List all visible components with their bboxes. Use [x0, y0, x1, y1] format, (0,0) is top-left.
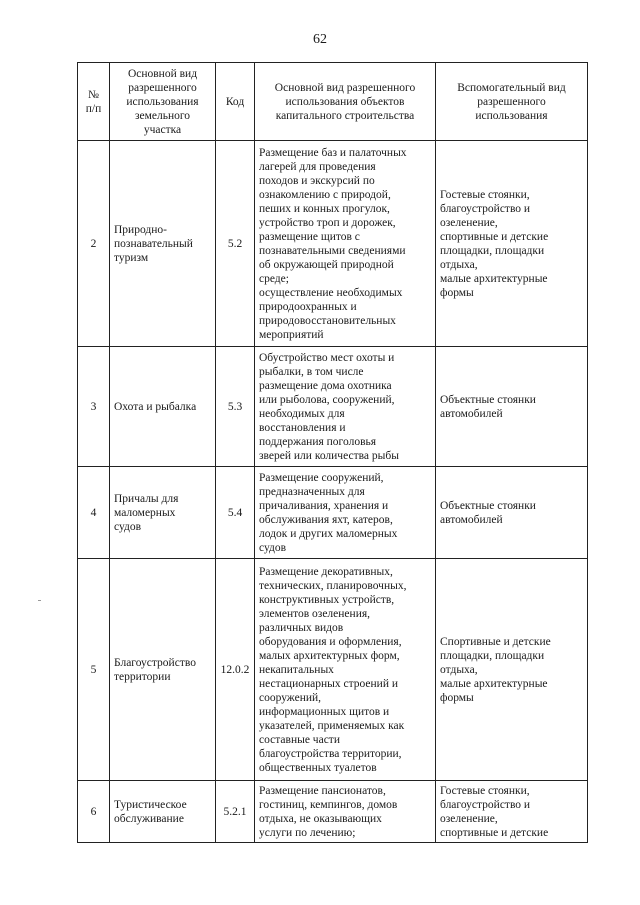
- row-aux-use: Объектные стоянки автомобилей: [436, 467, 588, 559]
- land-use-table: [77, 62, 588, 843]
- row-number: 2: [78, 141, 110, 347]
- row-code: 5.2.1: [216, 781, 255, 843]
- table-row: [78, 467, 588, 559]
- row-land-use: Природно- познавательный туризм: [110, 141, 216, 347]
- row-aux-use: Спортивные и детские площадки, площадки отдыха, малые архитектурные формы: [436, 559, 588, 781]
- row-land-use: Причалы для маломерных судов: [110, 467, 216, 559]
- row-number: 4: [78, 467, 110, 559]
- row-land-use: Туристическое обслуживание: [110, 781, 216, 843]
- row-aux-use: Объектные стоянки автомобилей: [436, 347, 588, 467]
- row-code: 5.2: [216, 141, 255, 347]
- row-number: 6: [78, 781, 110, 843]
- header-code: Код: [216, 63, 255, 141]
- scan-mark: [38, 600, 41, 601]
- table-row: [78, 559, 588, 781]
- row-main-use: Размещение сооружений, предназначенных для причаливания, хранения и обслуживания яхт, катеров, лодок и других маломерных судов: [255, 467, 436, 559]
- row-main-use: Размещение декоративных, технических, планировочных, конструктивных устройств, элементов озеленения, различных видов оборудования и оформления, малых архитектурных форм, некапитальных нестационарных строений и сооружений, информационных щитов и указателей, применяемых как составные части благоустройства территории, общественных туалетов: [255, 559, 436, 781]
- row-code: 5.3: [216, 347, 255, 467]
- page-number: 62: [313, 32, 327, 47]
- row-main-use: Размещение баз и палаточных лагерей для проведения походов и экскурсий по ознакомлению с природой, пеших и конных прогулок, устройство троп и дорожек, размещение щитов с познавательными сведениями об окружающей природной среде; осуществление необходимых природоохранных и природовосстановительных мероприятий: [255, 141, 436, 347]
- row-number: 5: [78, 559, 110, 781]
- row-land-use: Охота и рыбалка: [110, 347, 216, 467]
- table-row: [78, 141, 588, 347]
- header-num: № п/п: [78, 63, 110, 141]
- row-aux-use: Гостевые стоянки, благоустройство и озеленение, спортивные и детские площадки, площадки отдыха, малые архитектурные формы: [436, 141, 588, 347]
- header-aux-use: Вспомогательный вид разрешенного использования: [436, 63, 588, 141]
- row-land-use: Благоустройство территории: [110, 559, 216, 781]
- row-main-use: Обустройство мест охоты и рыбалки, в том числе размещение дома охотника или рыболова, сооружений, необходимых для восстановления и поддержания поголовья зверей или количества рыбы: [255, 347, 436, 467]
- header-land-use: Основной вид разрешенного использования земельного участка: [110, 63, 216, 141]
- table-row: [78, 347, 588, 467]
- row-main-use: Размещение пансионатов, гостиниц, кемпингов, домов отдыха, не оказывающих услуги по лечению;: [255, 781, 436, 843]
- row-number: 3: [78, 347, 110, 467]
- row-aux-use: Гостевые стоянки, благоустройство и озеленение, спортивные и детские: [436, 781, 588, 843]
- row-code: 12.0.2: [216, 559, 255, 781]
- header-main-use: Основной вид разрешенного использования объектов капитального строительства: [255, 63, 436, 141]
- row-code: 5.4: [216, 467, 255, 559]
- table-header-row: [78, 63, 588, 141]
- table-row: [78, 781, 588, 843]
